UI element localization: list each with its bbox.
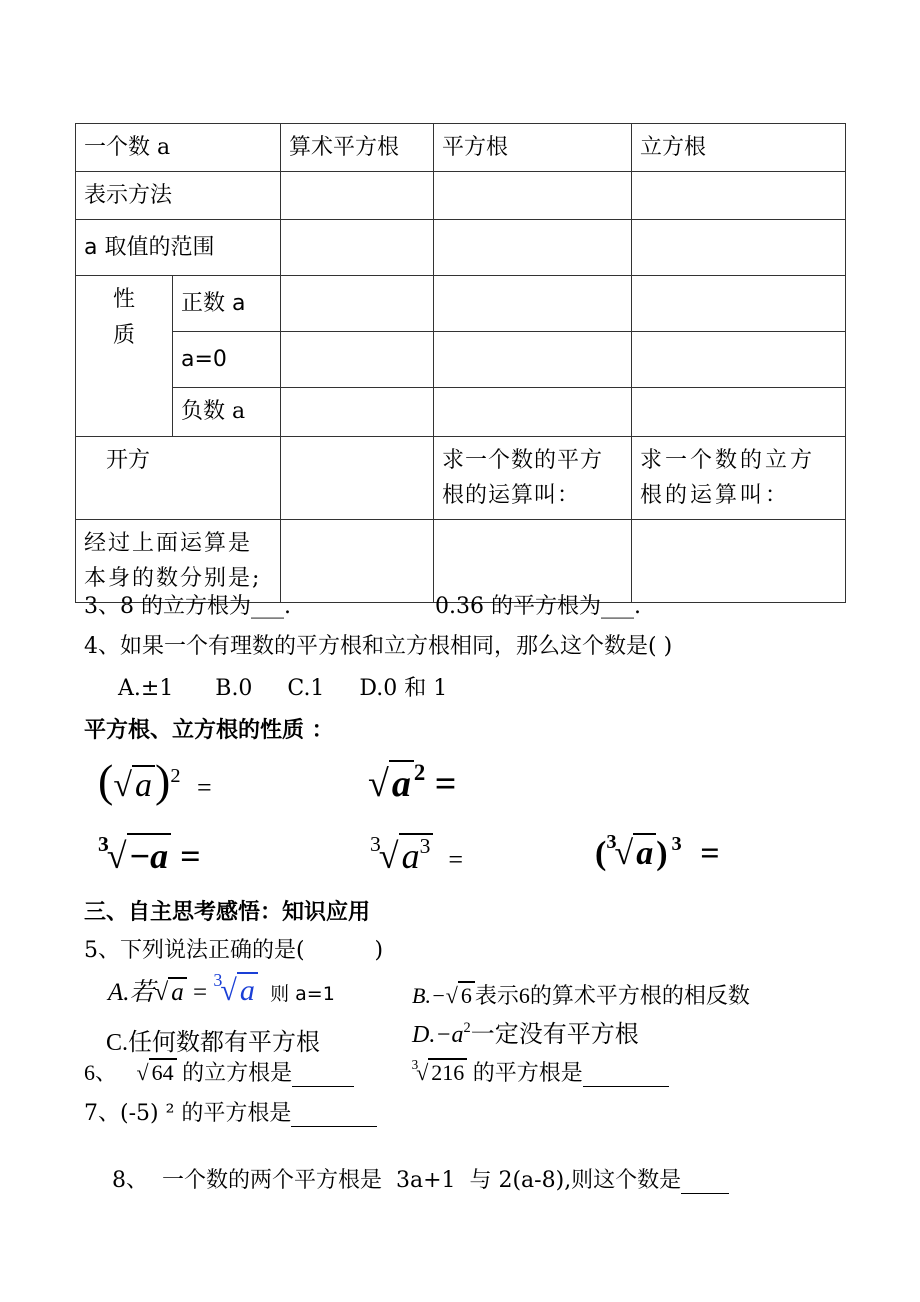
concept-table bbox=[75, 123, 846, 603]
q5-option-d: $D.-a^2$一定没有平方根 bbox=[412, 1019, 639, 1048]
heading-properties: 平方根、立方根的性质 ： bbox=[84, 718, 334, 743]
cell bbox=[632, 332, 846, 388]
row-negative-label: 负数 a bbox=[173, 388, 281, 436]
property-label-1: 性 bbox=[112, 287, 135, 313]
header-number: 一个数 a bbox=[76, 124, 281, 172]
row-positive-label: 正数 a bbox=[173, 276, 281, 332]
cell bbox=[434, 332, 632, 388]
cell bbox=[281, 388, 434, 436]
formula-cbrt-negative: $^3$√−a = bbox=[98, 831, 201, 876]
header-cbrt: 立方根 bbox=[632, 124, 846, 172]
cell bbox=[281, 332, 434, 388]
question-3 bbox=[84, 589, 641, 620]
q5-option-b: B.−√ 6 表示6的算术平方根的相反数 bbox=[412, 983, 750, 1008]
q3-left: 3、8 的立方根为___. bbox=[84, 594, 291, 619]
cell bbox=[281, 220, 434, 276]
cell bbox=[632, 220, 846, 276]
cell bbox=[632, 388, 846, 436]
cbrt-operation-text: 求一个数的立方根的运算叫： bbox=[632, 436, 846, 519]
cell bbox=[434, 172, 632, 220]
sqrt-operation-text: 求一个数的平方根的运算叫： bbox=[434, 436, 632, 519]
row-self-label-1: 经过上面运算是 bbox=[84, 530, 253, 556]
cell bbox=[281, 436, 434, 519]
row-range-label: a 取值的范围 bbox=[76, 220, 281, 276]
formula-cube-of-cbrt: ($^3$√a) $^3$ = bbox=[595, 830, 720, 872]
q4-stem: 4、如果一个有理数的平方根和立方根相同，那么这个数是( ) bbox=[84, 634, 673, 659]
row-zero-label: a=0 bbox=[173, 332, 281, 388]
cell bbox=[434, 388, 632, 436]
heading-section-three: 三、自主思考感悟：知识应用 bbox=[84, 900, 371, 925]
question-7: 7、(-5) ² 的平方根是 bbox=[84, 1096, 377, 1127]
cell bbox=[632, 276, 846, 332]
property-label bbox=[76, 276, 173, 436]
header-sqrt: 平方根 bbox=[434, 124, 632, 172]
row-notation-label: 表示方法 bbox=[76, 172, 281, 220]
cell bbox=[281, 172, 434, 220]
q4-options: A.±1 B.0 C.1 D.0 和 1 bbox=[118, 676, 448, 701]
question-6: 6、 √ 64 的立方根是 $^3$√ 216 的平方根是 bbox=[84, 1056, 669, 1087]
formula-sqrt-of-square: √a $^2$ = bbox=[368, 760, 457, 805]
cell bbox=[632, 519, 846, 602]
cell bbox=[434, 276, 632, 332]
property-label-2: 质 bbox=[112, 322, 135, 348]
q3-right: 0.36 的平方根为___. bbox=[434, 594, 641, 619]
cell bbox=[281, 276, 434, 332]
formula-sqrt-squared: $(√a)^2$ = bbox=[98, 755, 212, 806]
question-8: 8、 一个数的两个平方根是 3a+1 与 2(a-8),则这个数是 bbox=[84, 1138, 729, 1219]
q5-option-a: A.若√ a = $^3$√ a 则 a=1 bbox=[108, 969, 335, 1007]
row-self-label-2: 本身的数分别是; bbox=[84, 566, 262, 592]
q5-option-c: C.任何数都有平方根 bbox=[106, 1030, 321, 1056]
header-arith-sqrt: 算术平方根 bbox=[281, 124, 434, 172]
cell bbox=[632, 172, 846, 220]
formula-cbrt-of-cube: $^3√a^3$ = bbox=[370, 831, 464, 876]
cell bbox=[434, 220, 632, 276]
q5-stem: 5、下列说法正确的是( ) bbox=[84, 938, 384, 963]
row-extraction-label: 开方 bbox=[76, 436, 281, 519]
